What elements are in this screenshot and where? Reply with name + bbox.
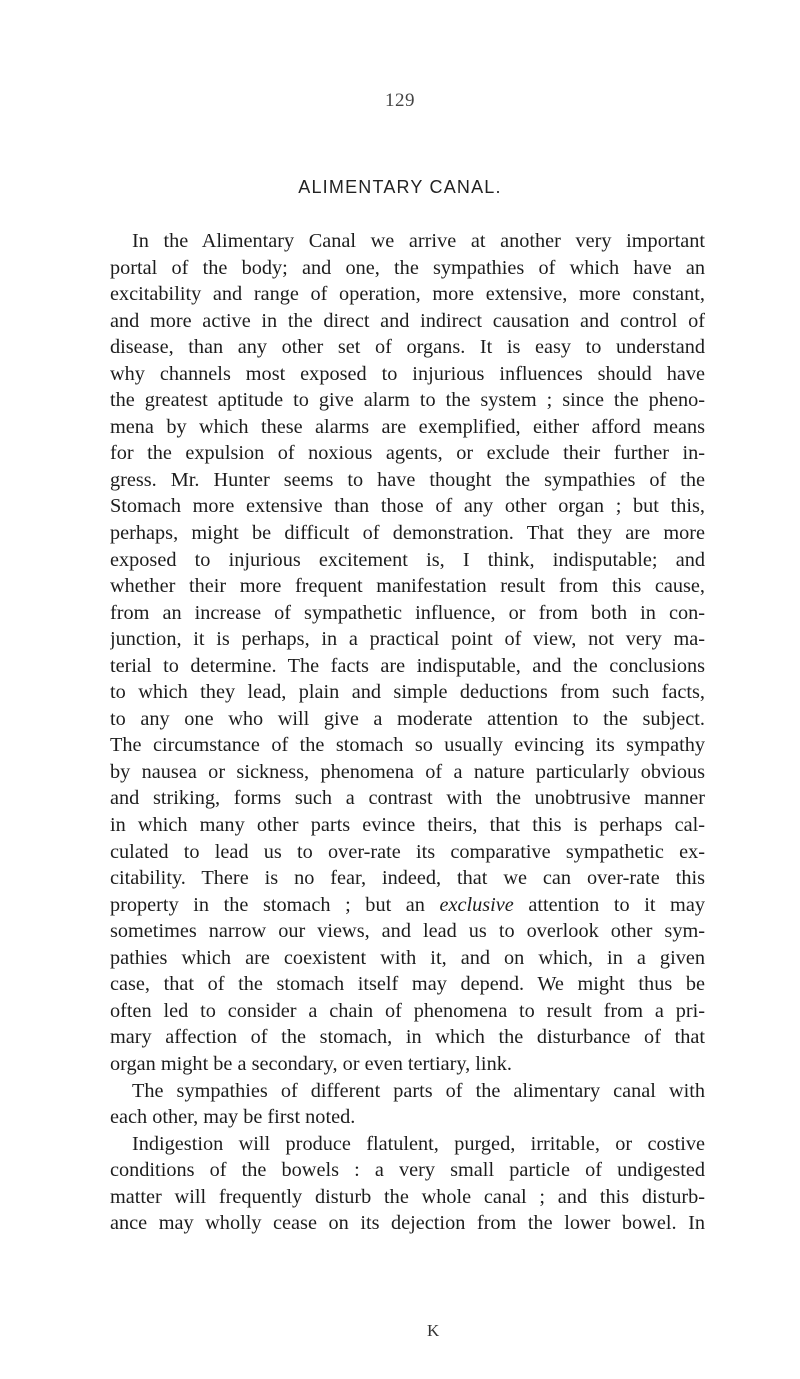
text-line: by nausea or sickness, phenomena of a nature particularly obvious: [110, 760, 705, 783]
text-line: for the expulsion of noxious agents, or exclude their further in-: [110, 442, 705, 465]
body-text: [110, 228, 705, 1237]
text-line: the greatest aptitude to give alarm to the system ; since the pheno-: [110, 389, 705, 412]
text-line: exposed to injurious excitement is, I think, indisputable; and: [110, 548, 705, 571]
text-line: conditions of the bowels : a very small particle of undigested: [110, 1159, 705, 1182]
text-line: often led to consider a chain of phenomena to result from a pri-: [110, 999, 705, 1022]
text-line: in which many other parts evince theirs, that this is perhaps cal-: [110, 814, 705, 837]
text-line: why channels most exposed to injurious influences should have: [110, 362, 705, 385]
text-line: and more active in the direct and indirect causation and control of: [110, 309, 705, 332]
text-line: The circumstance of the stomach so usually evincing its sympathy: [110, 734, 705, 757]
text-line: sometimes narrow our views, and lead us to overlook other sym-: [110, 920, 705, 943]
emphasis: exclusive: [439, 893, 514, 916]
text-line: matter will frequently disturb the whole canal ; and this disturb-: [110, 1185, 705, 1208]
text-line: junction, it is perhaps, in a practical point of view, not very ma-: [110, 628, 705, 651]
page-number: 129: [385, 90, 415, 111]
text-line: mary affection of the stomach, in which the disturbance of that: [110, 1026, 705, 1049]
text-line: and striking, forms such a contrast with the unobtrusive manner: [110, 787, 705, 810]
text-line: property in the stomach ; but an exclusive attention to it may: [110, 893, 705, 916]
text-line: each other, may be first noted.: [110, 1106, 356, 1129]
signature-mark: K: [427, 1321, 440, 1340]
text-line: case, that of the stomach itself may depend. We might thus be: [110, 973, 705, 996]
text-line: terial to determine. The facts are indisputable, and the conclusions: [110, 654, 705, 677]
text-line: The sympathies of different parts of the alimentary canal with: [132, 1079, 705, 1102]
text-line: organ might be a secondary, or even tertiary, link.: [110, 1052, 512, 1075]
text-line: to any one who will give a moderate attention to the subject.: [110, 707, 705, 730]
text-line: Indigestion will produce flatulent, purged, irritable, or costive: [132, 1132, 705, 1155]
text-line: ance may wholly cease on its dejection from the lower bowel. In: [110, 1212, 705, 1235]
chapter-title: ALIMENTARY CANAL.: [298, 177, 502, 197]
text-line: culated to lead us to over-rate its comparative sympathetic ex-: [110, 840, 705, 863]
text-line: mena by which these alarms are exemplified, either afford means: [110, 415, 705, 438]
text-line: disease, than any other set of organs. It is easy to understand: [110, 336, 705, 359]
text-line: portal of the body; and one, the sympathies of which have an: [110, 256, 705, 279]
text-line: In the Alimentary Canal we arrive at another very important: [132, 230, 705, 252]
text-line: to which they lead, plain and simple deductions from such facts,: [110, 681, 705, 704]
text-line: citability. There is no fear, indeed, that we can over-rate this: [110, 867, 705, 890]
text-line: perhaps, might be difficult of demonstration. That they are more: [110, 522, 705, 545]
text-line: excitability and range of operation, more extensive, more constant,: [110, 283, 705, 306]
text-line: pathies which are coexistent with it, and on which, in a given: [110, 946, 705, 969]
text-line: gress. Mr. Hunter seems to have thought the sympathies of the: [110, 468, 705, 491]
text-line: from an increase of sympathetic influence, or from both in con-: [110, 601, 705, 624]
text-line: Stomach more extensive than those of any other organ ; but this,: [110, 495, 705, 518]
text-line: whether their more frequent manifestation result from this cause,: [110, 575, 705, 598]
